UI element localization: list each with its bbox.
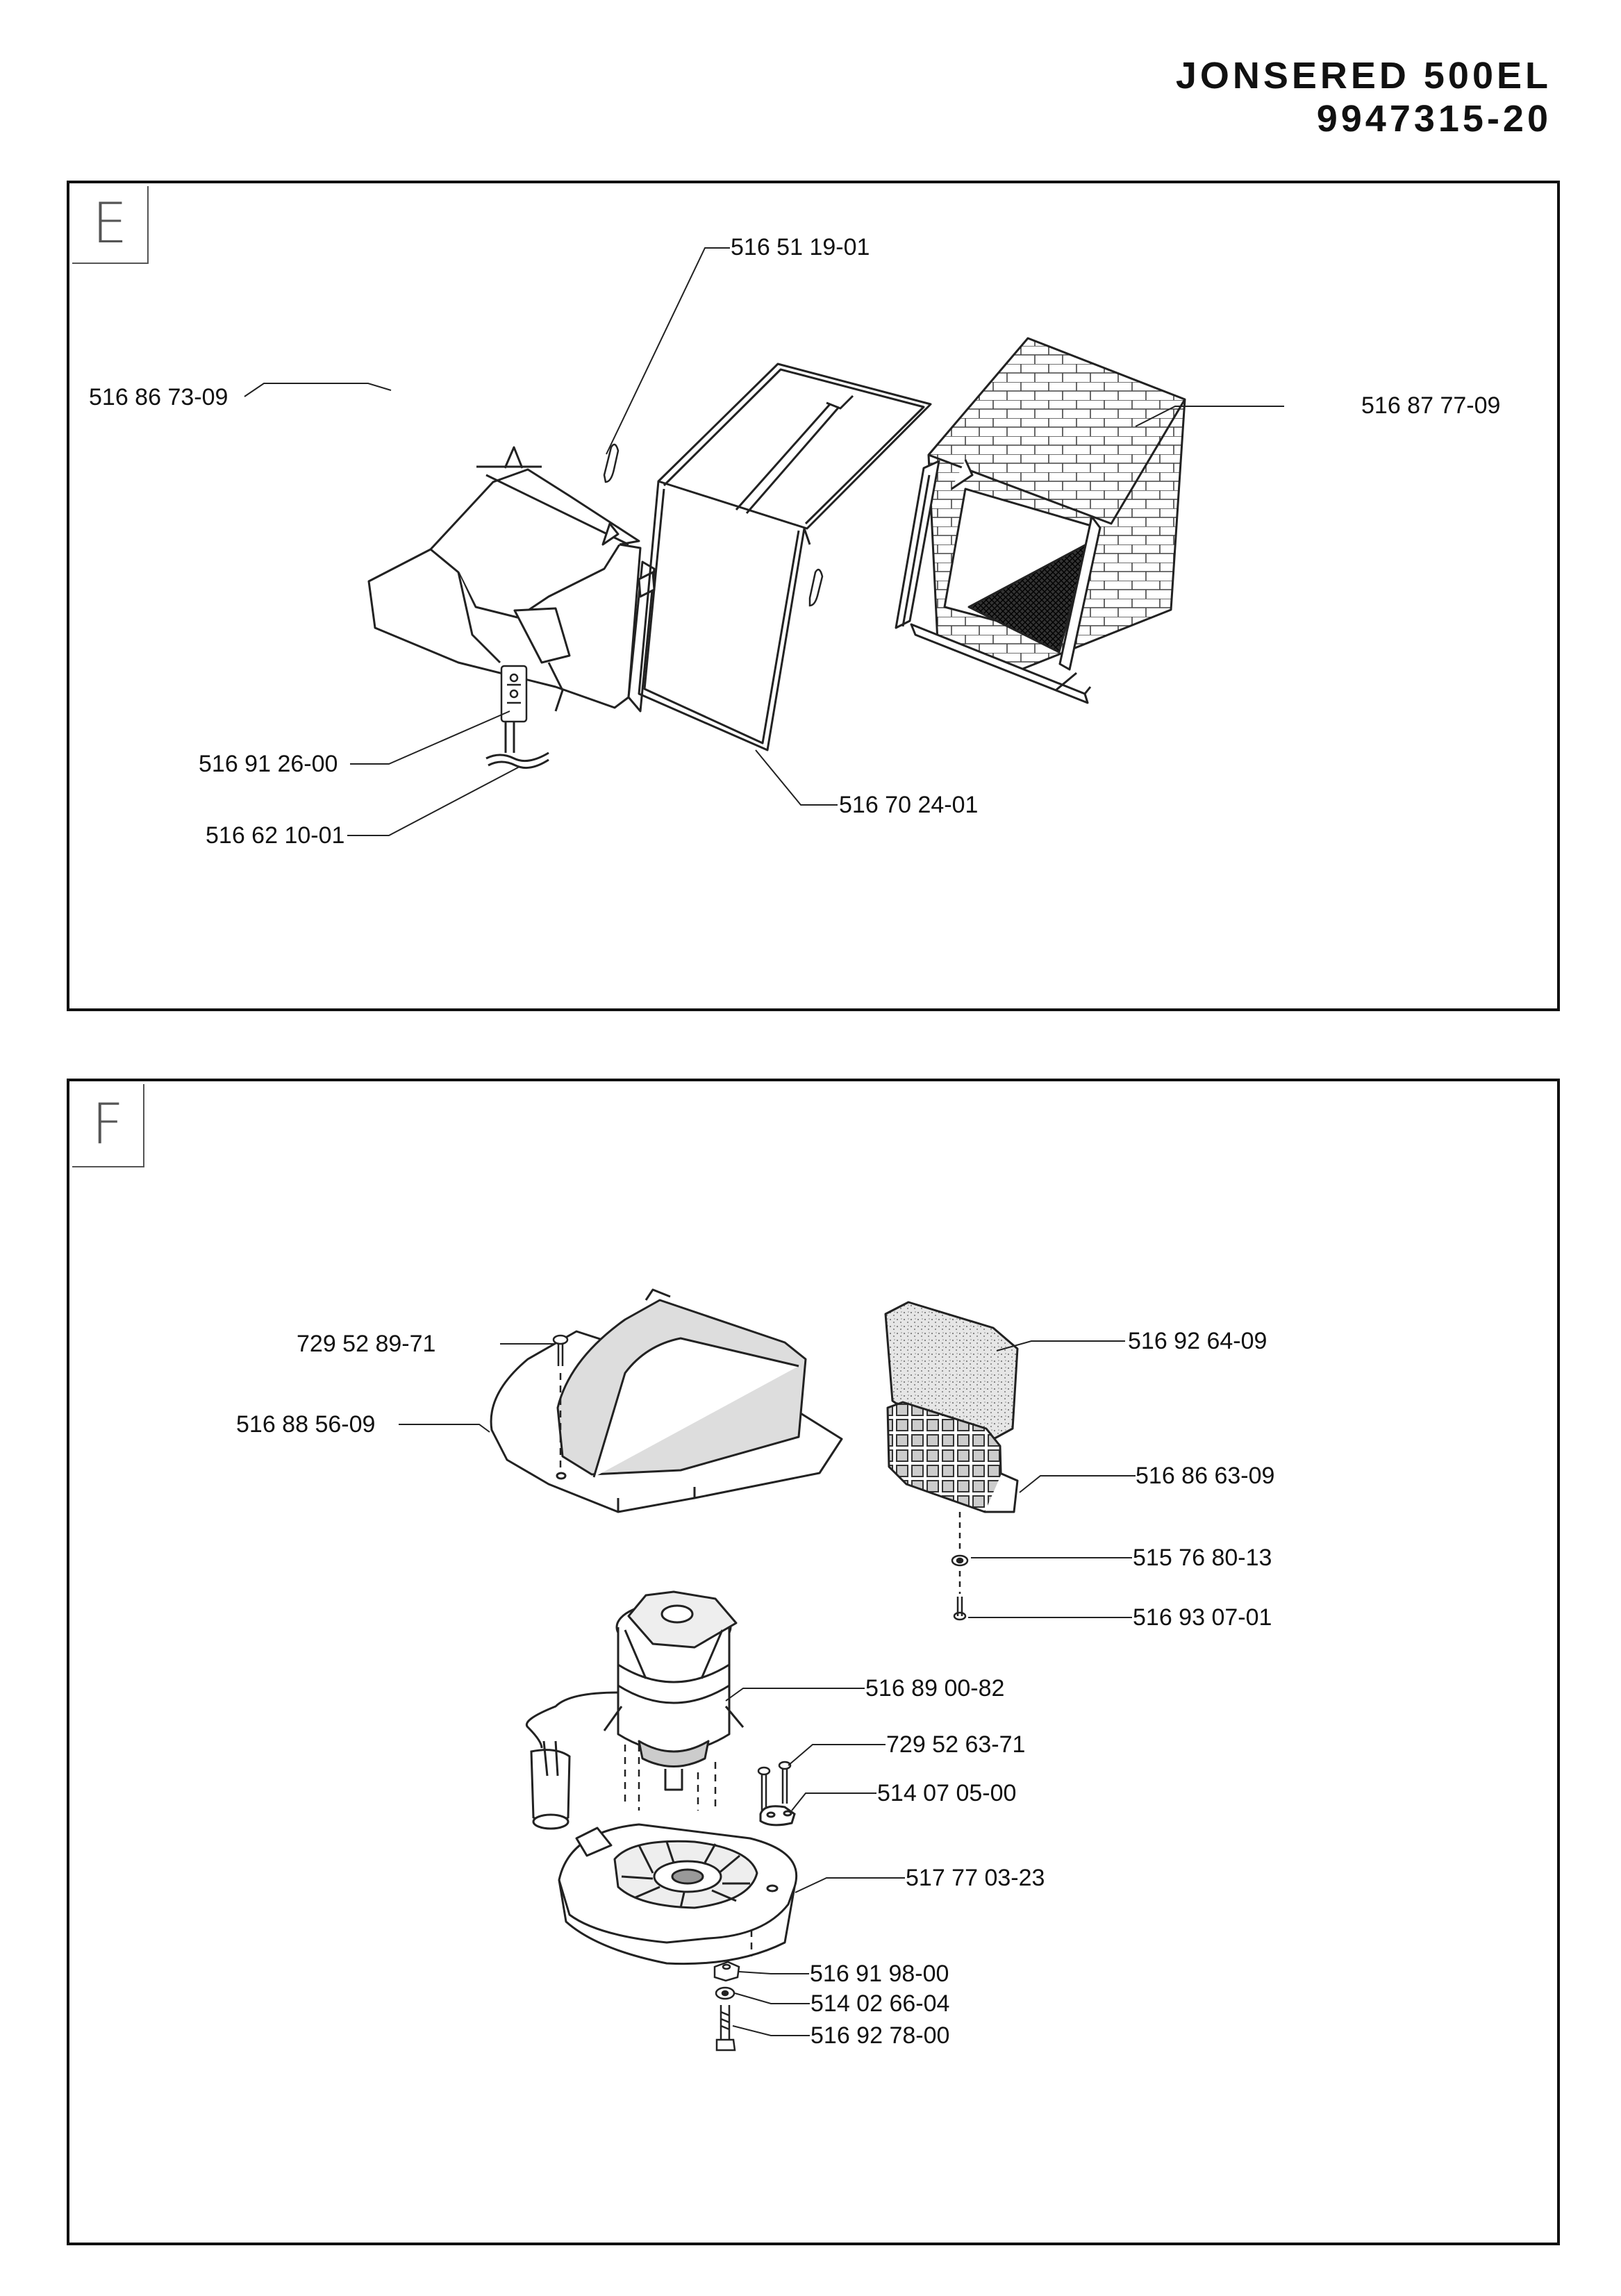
motor-capacitor-part (526, 1692, 618, 1829)
motor-label: 516 89 00-82 (865, 1675, 1005, 1702)
fan-housing-label: 517 77 03-23 (906, 1865, 1045, 1891)
washer-bottom-part (716, 1988, 734, 1999)
panel-f-exploded-drawing (69, 1081, 1557, 2243)
chute-label: 516 86 73-09 (89, 384, 228, 410)
washer-part (952, 1512, 967, 1565)
clamp-screws-part (758, 1762, 790, 1811)
fan-housing-part (559, 1824, 797, 1964)
panel-e-tag: E (72, 186, 149, 264)
spacer-part (715, 1962, 739, 1981)
model-name: JONSERED 500EL (1175, 55, 1552, 97)
washer-bottom-label: 514 02 66-04 (810, 1990, 950, 2017)
document-part-number: 9947315-20 (1316, 98, 1552, 140)
bag-frame-label: 516 70 24-01 (839, 792, 979, 818)
bag-frame-part (639, 364, 931, 750)
bolt-part (717, 2005, 735, 2050)
panel-e-exploded-drawing (69, 183, 1557, 1008)
screw-clamp-label: 729 52 63-71 (886, 1731, 1026, 1758)
filter-label: 516 92 64-09 (1128, 1328, 1267, 1354)
chute-bracket-label: 516 91 26-00 (199, 751, 338, 777)
panel-e (67, 181, 1560, 1011)
grass-bag-part (896, 338, 1185, 703)
motor-cover-label: 516 88 56-09 (236, 1411, 376, 1438)
hairpin-clip-label: 516 51 19-01 (731, 234, 870, 260)
bolt-label: 516 92 78-00 (810, 2022, 950, 2049)
cable-clamp-label: 514 07 05-00 (877, 1780, 1017, 1806)
screw-top-label: 729 52 89-71 (297, 1331, 436, 1357)
screw-grille-label: 516 93 07-01 (1133, 1604, 1272, 1631)
screw-grille-part (954, 1571, 965, 1620)
panel-f (67, 1079, 1560, 2245)
bracket-spring-part (486, 722, 549, 768)
washer-label: 515 76 80-13 (1133, 1545, 1272, 1571)
panel-f-tag: F (72, 1084, 144, 1167)
document-header (1176, 54, 1552, 140)
motor-cover-part (491, 1290, 842, 1512)
filter-grille-label: 516 86 63-09 (1136, 1463, 1275, 1489)
spacer-label: 516 91 98-00 (810, 1961, 949, 1987)
cable-clamp-part (760, 1806, 795, 1825)
grass-bag-label: 516 87 77-09 (1361, 392, 1501, 419)
bracket-spring-label: 516 62 10-01 (206, 822, 345, 849)
